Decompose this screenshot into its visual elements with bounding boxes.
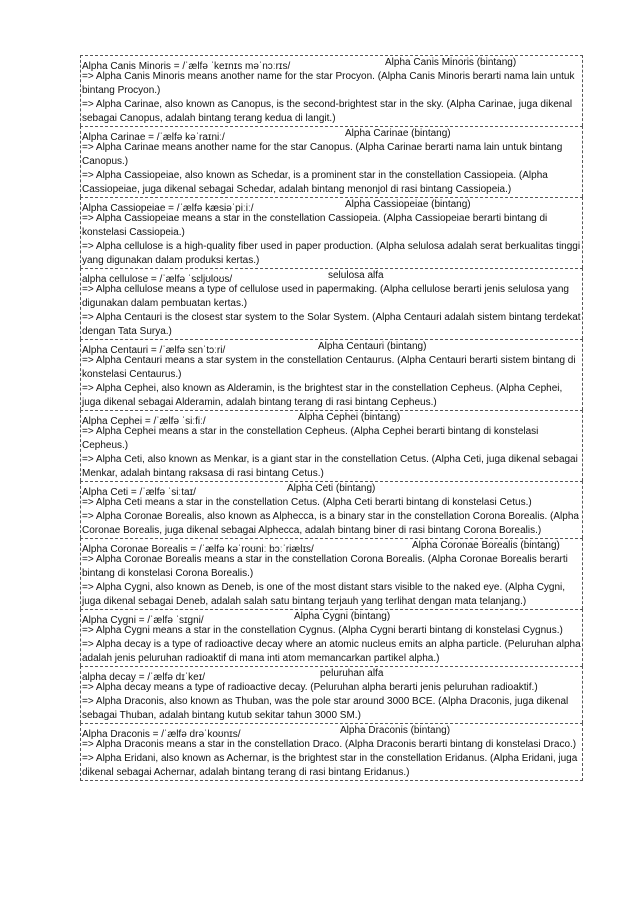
dictionary-entry	[80, 666, 583, 723]
example-sentence: => Alpha Ceti, also known as Menkar, is a giant star in the constellation Cetus. (Alpha Ceti, juga dikenal sebagai Menkar, adalah bintang raksasa di rasi bintang Cetus.)	[82, 454, 578, 479]
dictionary-entry	[80, 538, 583, 609]
example-sentence: => Alpha Cephei means a star in the constellation Cepheus. (Alpha Cephei berarti bintang di konstelasi Cepheus.)	[82, 426, 539, 451]
dictionary-entry	[80, 723, 583, 781]
dictionary-entry	[80, 481, 583, 538]
entry-header	[82, 198, 581, 212]
dictionary-entry	[80, 609, 583, 666]
example-sentence: => Alpha Coronae Borealis, also known as Alphecca, is a binary star in the constellation Corona Borealis. (Alpha Coronae Borealis, juga dikenal sebagai Alphecca, adalah bintang biner di rasi bintang Corona Borealis.)	[82, 511, 579, 536]
dictionary-entry	[80, 410, 583, 481]
example-sentence: => Alpha Centauri means a star system in the constellation Centaurus. (Alpha Centauri berarti sistem bintang di konstelasi Centaurus.)	[82, 355, 576, 380]
entry-header	[82, 610, 581, 624]
entry-translation: Alpha Cassiopeiae (bintang)	[345, 199, 471, 210]
entry-header	[82, 667, 581, 681]
example-sentence: => Alpha decay means a type of radioactive decay. (Peluruhan alpha berarti jenis peluruhan radioaktif.)	[82, 682, 538, 693]
entry-translation: Alpha Cygni (bintang)	[294, 611, 391, 622]
entry-translation: Alpha Ceti (bintang)	[287, 483, 376, 494]
dictionary-entry	[80, 126, 583, 197]
entry-header	[82, 482, 581, 496]
entry-header	[82, 539, 581, 553]
entry-translation: peluruhan alfa	[320, 668, 384, 679]
example-sentence: => Alpha Ceti means a star in the constellation Cetus. (Alpha Ceti berarti bintang di konstelasi Cetus.)	[82, 497, 532, 508]
example-sentence: => Alpha Cassiopeiae means a star in the constellation Cassiopeia. (Alpha Cassiopeiae berarti bintang di konstelasi Cassiopeia.)	[82, 213, 548, 238]
example-sentence: => Alpha Canis Minoris means another name for the star Procyon. (Alpha Canis Minoris berarti nama lain untuk bintang Procyon.)	[82, 71, 575, 96]
dictionary-entry	[80, 197, 583, 268]
example-sentence: => Alpha Coronae Borealis means a star in the constellation Corona Borealis. (Alpha Coronae Borealis berarti bintang di konstelasi Corona Borealis.)	[82, 554, 568, 579]
example-sentence: => Alpha Eridani, also known as Achernar, is the brightest star in the constellation Eridanus. (Alpha Eridani, juga dikenal sebagai Achernar, adalah bintang terang di rasi bintang Eridanus.)	[82, 753, 578, 778]
example-sentence: => Alpha Draconis, also known as Thuban, was the pole star around 3000 BCE. (Alpha Draconis, juga dikenal sebagai Thuban, adalah bintang kutub sekitar tahun 3000 SM.)	[82, 696, 569, 721]
entry-translation: selulosa alfa	[328, 270, 384, 281]
example-sentence: => Alpha cellulose means a type of cellulose used in papermaking. (Alpha cellulose berarti jenis selulosa yang digunakan dalam pembuatan kertas.)	[82, 284, 569, 309]
example-sentence: => Alpha Carinae, also known as Canopus, is the second-brightest star in the sky. (Alpha Carinae, juga dikenal sebagai Canopus, adalah bintang terang kedua di langit.)	[82, 99, 573, 124]
entry-header	[82, 411, 581, 425]
entry-header	[82, 724, 581, 738]
entry-term: Alpha Coronae Borealis = /ˈælfə kəˈroʊniː bɔːˈriælɪs/	[82, 544, 314, 555]
example-sentence: => Alpha Cygni, also known as Deneb, is one of the most distant stars visible to the naked eye. (Alpha Cygni, juga dikenal sebagai Deneb, adalah salah satu bintang terjauh yang terlihat dengan mata telanjang.)	[82, 582, 566, 607]
example-sentence: => Alpha Cassiopeiae, also known as Schedar, is a prominent star in the constellation Cassiopeia. (Alpha Cassiopeiae, juga dikenal sebagai Schedar, adalah bintang menonjol di rasi bintang Cassiopeia.)	[82, 170, 548, 195]
entry-translation: Alpha Cephei (bintang)	[298, 412, 401, 423]
entry-term: Alpha Ceti = /ˈælfə ˈsiːtaɪ/	[82, 487, 196, 498]
entry-translation: Alpha Canis Minoris (bintang)	[385, 57, 517, 68]
example-sentence: => Alpha cellulose is a high-quality fiber used in paper production. (Alpha selulosa adalah serat berkualitas tinggi yang digunakan dalam produksi kertas.)	[82, 241, 581, 266]
entry-term: Alpha Cygni = /ˈælfə ˈsɪgni/	[82, 615, 204, 626]
entry-term: Alpha Cassiopeiae = /ˈælfə kæsiəˈpiːiː/	[82, 203, 254, 214]
entry-header	[82, 56, 581, 70]
entry-term: Alpha Carinae = /ˈælfə kəˈraɪniː/	[82, 132, 225, 143]
entry-term: Alpha Centauri = /ˈælfə sɛnˈtɔːri/	[82, 345, 226, 356]
entry-translation: Alpha Centauri (bintang)	[318, 341, 427, 352]
example-sentence: => Alpha Draconis means a star in the constellation Draco. (Alpha Draconis berarti bintang di konstelasi Draco.)	[82, 739, 577, 750]
entry-term: Alpha Cephei = /ˈælfə ˈsiːfiː/	[82, 416, 206, 427]
entry-term: alpha cellulose = /ˈælfə ˈsɛljʊloʊs/	[82, 274, 233, 285]
entry-term: Alpha Canis Minoris = /ˈælfə ˈkeɪnɪs məˈnɔːrɪs/	[82, 61, 291, 72]
entry-header	[82, 269, 581, 283]
entry-header	[82, 127, 581, 141]
entry-translation: Alpha Carinae (bintang)	[345, 128, 451, 139]
dictionary-page	[80, 55, 583, 781]
example-sentence: => Alpha Cygni means a star in the constellation Cygnus. (Alpha Cygni berarti bintang di konstelasi Cygnus.)	[82, 625, 563, 636]
entry-translation: Alpha Coronae Borealis (bintang)	[412, 540, 560, 551]
dictionary-entry	[80, 339, 583, 410]
example-sentence: => Alpha decay is a type of radioactive decay where an atomic nucleus emits an alpha particle. (Peluruhan alpha adalah jenis peluruhan radioaktif di mana inti atom memancarkan partikel alpha.)	[82, 639, 581, 664]
example-sentence: => Alpha Carinae means another name for the star Canopus. (Alpha Carinae berarti nama lain untuk bintang Canopus.)	[82, 142, 563, 167]
example-sentence: => Alpha Cephei, also known as Alderamin, is the brightest star in the constellation Cepheus. (Alpha Cephei, juga dikenal sebagai Alderamin, adalah bintang terang di rasi bintang Cepheus.)	[82, 383, 563, 408]
entry-term: Alpha Draconis = /ˈælfə drəˈkoʊnɪs/	[82, 729, 241, 740]
entry-term: alpha decay = /ˈælfə dɪˈkeɪ/	[82, 672, 206, 683]
dictionary-entry	[80, 55, 583, 126]
example-sentence: => Alpha Centauri is the closest star system to the Solar System. (Alpha Centauri adalah sistem bintang terdekat dengan Tata Surya.)	[82, 312, 581, 337]
entry-header	[82, 340, 581, 354]
dictionary-entry	[80, 268, 583, 339]
entry-translation: Alpha Draconis (bintang)	[340, 725, 451, 736]
